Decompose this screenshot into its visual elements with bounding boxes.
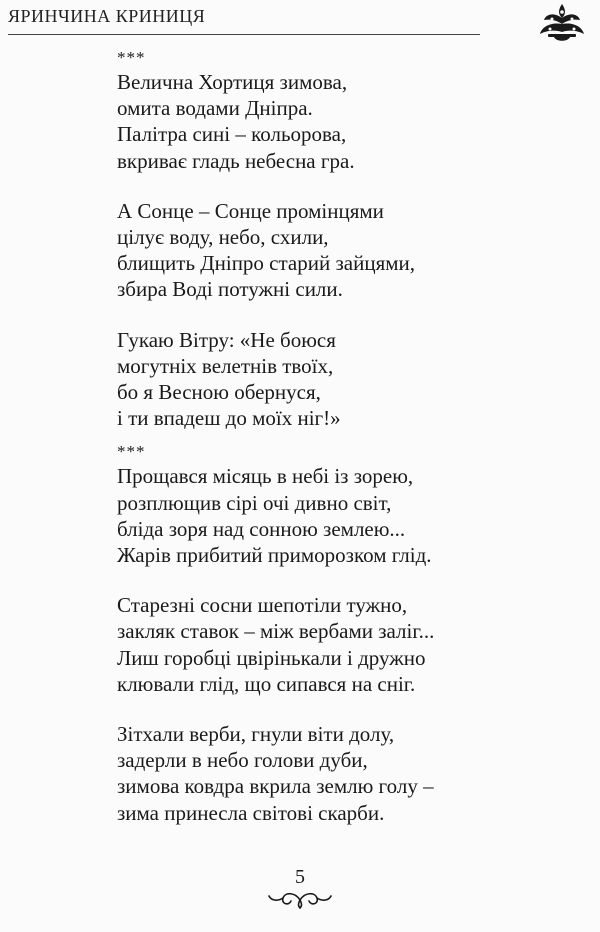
- poem-line: цілує воду, небо, схили,: [117, 225, 329, 250]
- poem-text: [117, 44, 557, 850]
- poem-line: зима принесла світові скарби.: [117, 800, 385, 825]
- poem-line: бліда зоря над сонною землею...: [117, 516, 406, 541]
- poem-line: блищить Дніпро старий зайцями,: [117, 251, 416, 276]
- stanza: [117, 327, 557, 432]
- book-title: ЯРИНЧИНА КРИНИЦЯ: [8, 6, 206, 26]
- poem-line: закляк ставок – між вербами заліг...: [117, 619, 435, 644]
- poem-line: Палітра сині – кольорова,: [117, 122, 347, 147]
- page-footer: [0, 866, 600, 916]
- poem-line: Старезні сосни шепотіли тужно,: [117, 593, 408, 618]
- stanza: [117, 198, 557, 303]
- poem-line: задерли в небо голови дуби,: [117, 748, 368, 773]
- poem-line: Гукаю Вітру: «Не боюся: [117, 327, 336, 352]
- poem-line: зимова ковдра вкрила землю голу –: [117, 774, 434, 799]
- stanza: [117, 721, 557, 826]
- stanza: [117, 69, 557, 174]
- poem-line: збира Воді потужні сили.: [117, 277, 343, 302]
- poem-line: бо я Весною обернуся,: [117, 380, 321, 405]
- poem-line: вкриває гладь небесна гра.: [117, 148, 355, 173]
- poem-line: могутніх велетнів твоїх,: [117, 353, 334, 378]
- poem-separator: ***: [117, 48, 146, 67]
- poem-line: А Сонце – Сонце промінцями: [117, 198, 384, 223]
- poem-line: і ти впадеш до моїх ніг!»: [117, 406, 341, 431]
- header-rule: [8, 34, 480, 35]
- page-number: 5: [295, 866, 305, 888]
- floral-ornament-icon: [534, 0, 590, 44]
- flourish-ornament-icon: [265, 888, 335, 910]
- poem-line: клювали глід, що сипався на сніг.: [117, 671, 416, 696]
- poem-line: розплющив сірі очі дивно світ,: [117, 490, 392, 515]
- poem-line: Велична Хортиця зимова,: [117, 70, 348, 94]
- poem-line: Зітхали верби, гнули віти долу,: [117, 722, 395, 747]
- poem-line: омита водами Дніпра.: [117, 96, 313, 121]
- poem-line: Лиш горобці цвірінькали і дружно: [117, 645, 426, 670]
- stanza: [117, 463, 557, 568]
- poem-line: Жарів прибитий приморозком глід.: [117, 543, 432, 568]
- stanza: [117, 592, 557, 697]
- poem-separator: ***: [117, 442, 146, 462]
- poem-line: Прощався місяць в небі із зорею,: [117, 464, 414, 489]
